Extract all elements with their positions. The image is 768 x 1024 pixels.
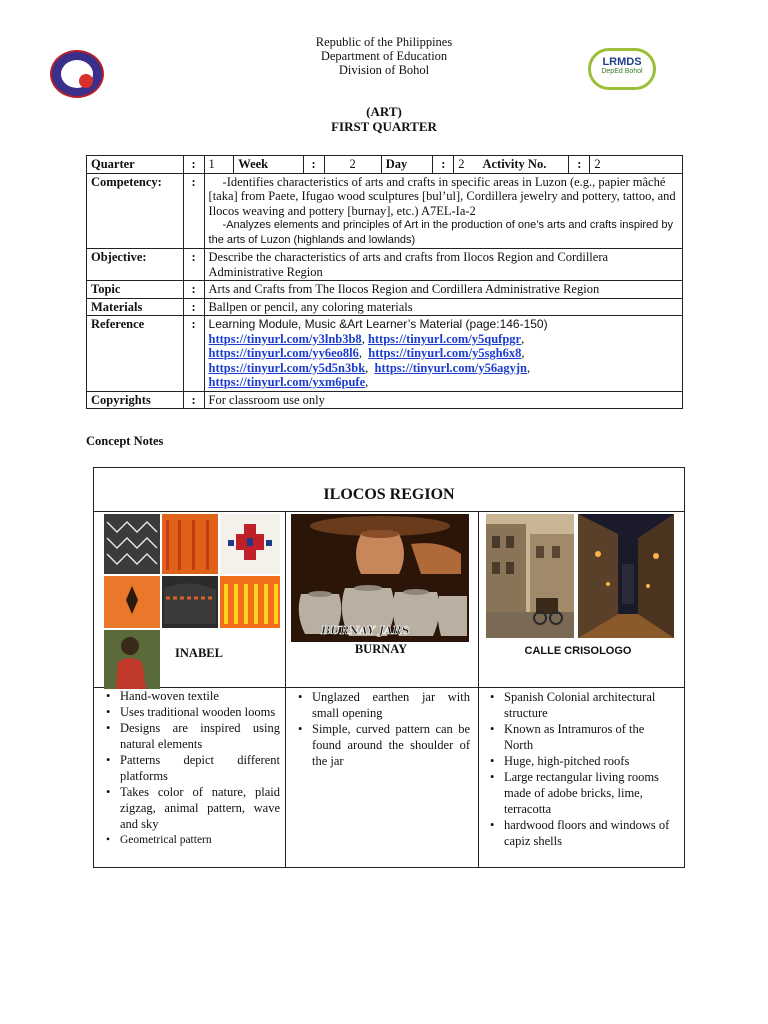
divider — [94, 511, 684, 512]
colon: : — [183, 298, 204, 316]
colon: : — [183, 316, 204, 392]
reference-row — [87, 316, 683, 392]
competency-2: -Analyzes elements and principles of Art in the production of one’s arts and crafts inspired by the arts of Luzon (highlands and lowlands) — [208, 219, 673, 246]
list-item: • Patterns depict different platforms — [108, 752, 280, 784]
competency-1: -Identifies characteristics of arts and crafts in specific areas in Luzon (e.g., papier mâché [taka] from Paete, Ifugao wood sculptures [bul’ul], Cordillera jewelry and pottery, tattoo, and Ilocos weaving and pottery [burnay], etc.) A7EL-Ia-2 — [208, 174, 676, 218]
list-item: • Uses traditional wooden looms — [108, 704, 280, 720]
colon: : — [569, 156, 590, 174]
week-label: Week — [234, 156, 303, 174]
colon: : — [183, 281, 204, 299]
copyrights-label: Copyrights — [87, 391, 184, 409]
list-item: • Takes color of nature, plaid zigzag, animal pattern, wave and sky — [108, 784, 280, 832]
department-line: Department of Education — [320, 49, 448, 63]
activity-label: 2 Activity No. — [454, 156, 569, 174]
reference-link[interactable]: https://tinyurl.com/y5qufpgr — [367, 331, 522, 346]
quarter-row — [87, 156, 683, 174]
colon: : — [183, 156, 204, 174]
list-item: • Designs are inspired using natural elements — [108, 720, 280, 752]
copyrights-row — [87, 391, 683, 409]
objective-label: Objective: — [87, 249, 184, 281]
objective-value: Describe the characteristics of arts and crafts from Ilocos Region and Cordillera Administrative Region — [204, 249, 682, 281]
list-item: • Large rectangular living rooms made of adobe bricks, lime, terracotta — [492, 769, 672, 817]
burnay-photo-label: BURNAY JARS — [321, 624, 410, 637]
activity-value: 2 — [590, 156, 683, 174]
competency-row — [87, 173, 683, 249]
activity-info-table — [86, 155, 683, 409]
colon: : — [303, 156, 324, 174]
competency-label: Competency: — [87, 173, 184, 249]
document-title — [0, 104, 768, 134]
colon: : — [183, 173, 204, 249]
calle-crisologo-caption: CALLE CRISOLOGO — [524, 645, 632, 657]
list-item: • hardwood floors and windows of capiz shells — [492, 817, 672, 849]
reference-label: Reference — [87, 316, 184, 392]
division-line: Division of Bohol — [338, 63, 430, 77]
calle-crisologo-night-photo — [578, 514, 674, 638]
topic-value: Arts and Crafts from The Ilocos Region and Cordillera Administrative Region — [204, 281, 682, 299]
materials-label: Materials — [87, 298, 184, 316]
list-item: • Huge, high-pitched roofs — [492, 753, 672, 769]
list-item: • Spanish Colonial architectural structure — [492, 689, 672, 721]
inabel-caption: INABEL — [175, 646, 223, 660]
lrmds-logo: LRMDS DepEd Bohol — [588, 48, 656, 90]
reference-link[interactable]: https://tinyurl.com/yxm6pufe — [208, 375, 366, 389]
list-item: • Known as Intramuros of the North — [492, 721, 672, 753]
quarter-value: 1 — [204, 156, 234, 174]
quarter-title: FIRST QUARTER — [331, 119, 437, 134]
topic-row — [87, 281, 683, 299]
reference-link[interactable]: https://tinyurl.com/y5d5n3bk — [208, 360, 366, 375]
burnay-bullets — [286, 689, 470, 769]
list-item: • Unglazed earthen jar with small opening — [300, 689, 470, 721]
inabel-bullets — [94, 688, 280, 848]
reference-link[interactable]: https://tinyurl.com/y56agyjn — [374, 360, 527, 375]
day-label: Day — [381, 156, 433, 174]
concept-notes-heading: Concept Notes — [86, 434, 164, 448]
reference-link[interactable]: https://tinyurl.com/y3lnb3b8 — [208, 331, 362, 346]
inabel-photo-collage — [104, 514, 280, 689]
day-value-inline: 2 — [458, 157, 465, 171]
burnay-photo — [291, 514, 469, 642]
list-item: • Hand-woven textile — [108, 688, 280, 704]
ilocos-region-panel — [93, 467, 685, 868]
reference-link[interactable]: https://tinyurl.com/yy6eo8l6 — [208, 346, 359, 360]
topic-label: Topic — [87, 281, 184, 299]
calle-crisologo-bullets — [478, 689, 672, 849]
republic-line: Republic of the Philippines — [315, 35, 453, 49]
objective-row — [87, 249, 683, 281]
list-item: • Geometrical pattern — [108, 832, 280, 848]
colon: : — [183, 249, 204, 281]
reference-value: Learning Module, Music &Art Learner’s Material (page:146-150) https://tinyurl.com/y3lnb3b8, https://tinyurl.com/y5qufpgr, https://tinyurl.com/yy6eo8l6, https://tinyurl.com/y5sgh6x8, https://tinyurl.com/y5d5n3bk, https://tinyurl.com/y56agyjn, https://tinyurl.com/yxm6pufe, — [204, 316, 682, 392]
reference-text: Learning Module, Music &Art Learner’s Material (page:146-150) — [208, 317, 548, 331]
reference-link[interactable]: https://tinyurl.com/y5sgh6x8 — [368, 346, 522, 360]
burnay-caption: BURNAY — [354, 642, 408, 656]
materials-row — [87, 298, 683, 316]
materials-value: Ballpen or pencil, any coloring materials — [204, 298, 682, 316]
subject-title: (ART) — [366, 104, 402, 119]
calle-crisologo-day-photo — [486, 514, 574, 638]
list-item: • Simple, curved pattern can be found around the shoulder of the jar — [300, 721, 470, 769]
week-value: 2 — [324, 156, 381, 174]
colon: : — [433, 156, 454, 174]
quarter-label: Quarter — [87, 156, 184, 174]
competency-value — [204, 173, 682, 249]
colon: : — [183, 391, 204, 409]
copyrights-value: For classroom use only — [204, 391, 682, 409]
region-title: ILOCOS REGION — [323, 486, 455, 503]
